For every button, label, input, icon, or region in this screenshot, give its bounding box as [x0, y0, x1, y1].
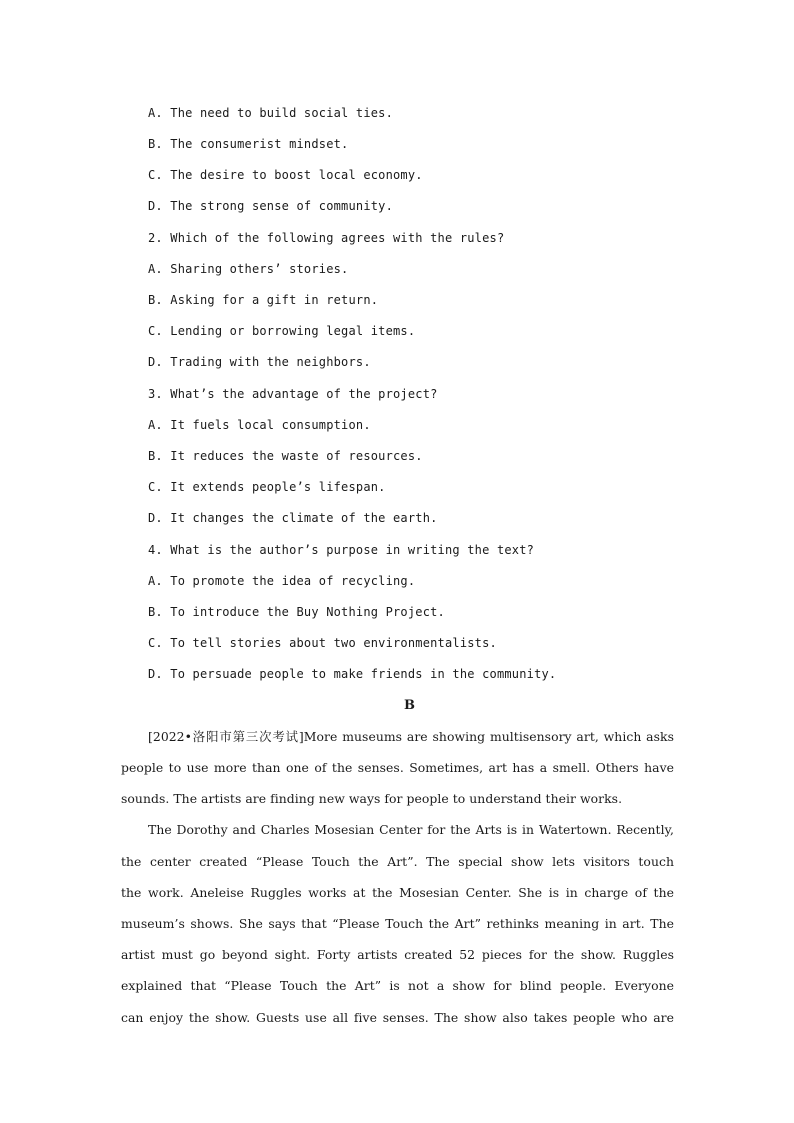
passage-b-para2-line3: the work. Aneleise Ruggles works at the Mosesian Center. She is in charge of the [121, 885, 674, 900]
q2-question: 2. Which of the following agrees with the rules? [148, 231, 505, 245]
passage-b-para2-line4: museum’s shows. She says that “Please Touch the Art” rethinks meaning in art. The [121, 916, 674, 931]
q3-option-a: A. It fuels local consumption. [148, 418, 371, 432]
passage-b-para2-line5: artist must go beyond sight. Forty artists created 52 pieces for the show. Ruggles [121, 947, 674, 962]
q3-option-c: C. It extends people’s lifespan. [148, 480, 386, 494]
passage-b-para1-line2: people to use more than one of the senses. Sometimes, art has a smell. Others have [121, 760, 674, 775]
q3-option-d: D. It changes the climate of the earth. [148, 511, 438, 525]
q3-option-b: B. It reduces the waste of resources. [148, 449, 423, 463]
passage-b-para2-line2: the center created “Please Touch the Art”. The special show lets visitors touch [121, 854, 674, 869]
q1-option-c: C. The desire to boost local economy. [148, 168, 423, 182]
q2-option-b: B. Asking for a gift in return. [148, 293, 379, 307]
passage-b-para2-line1: The Dorothy and Charles Mosesian Center for the Arts is in Watertown. Recently, [148, 822, 674, 837]
q4-option-a: A. To promote the idea of recycling. [148, 574, 416, 588]
q2-option-d: D. Trading with the neighbors. [148, 355, 371, 369]
q1-option-d: D. The strong sense of community. [148, 199, 394, 213]
q1-option-a: A. The need to build social ties. [148, 106, 394, 120]
q4-option-b: B. To introduce the Buy Nothing Project. [148, 605, 445, 619]
passage-b-para1-line1: [2022•洛阳市第三次考试]More museums are showing multisensory art, which asks [148, 729, 674, 744]
section-b-heading: B [404, 698, 415, 713]
q2-option-c: C. Lending or borrowing legal items. [148, 324, 416, 338]
passage-b-para2-line7: can enjoy the show. Guests use all five senses. The show also takes people who are [121, 1010, 674, 1025]
q1-option-b: B. The consumerist mindset. [148, 137, 349, 151]
q4-question: 4. What is the author’s purpose in writing the text? [148, 543, 535, 557]
passage-b-para2-line6: explained that “Please Touch the Art” is not a show for blind people. Everyone [121, 978, 674, 993]
q4-option-c: C. To tell stories about two environmentalists. [148, 636, 497, 650]
q4-option-d: D. To persuade people to make friends in the community. [148, 667, 557, 681]
passage-b-para1-line3: sounds. The artists are finding new ways for people to understand their works. [121, 791, 623, 806]
q3-question: 3. What’s the advantage of the project? [148, 387, 438, 401]
q2-option-a: A. Sharing others’ stories. [148, 262, 349, 276]
